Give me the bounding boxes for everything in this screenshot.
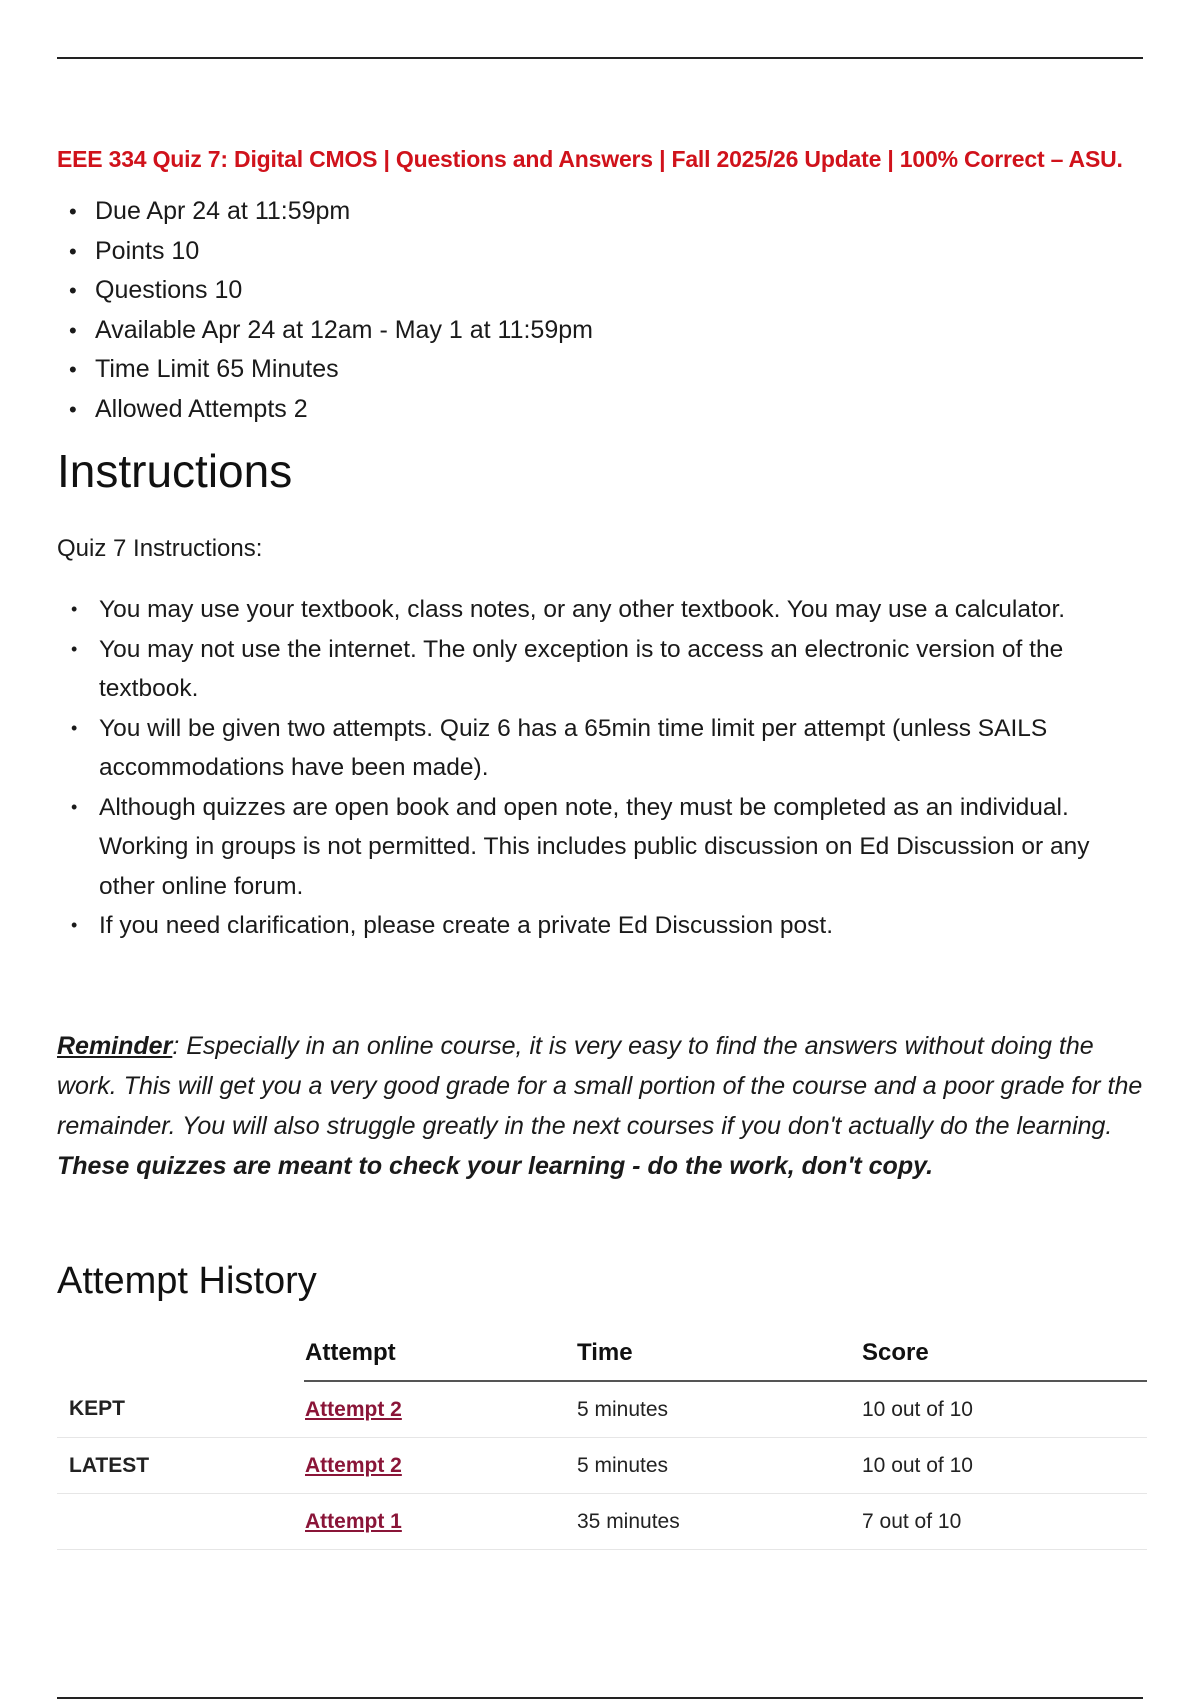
questions-count: • Questions 10 bbox=[57, 271, 593, 311]
quiz-details-list bbox=[57, 192, 593, 429]
instructions-intro: Quiz 7 Instructions: bbox=[57, 535, 263, 562]
availability: • Available Apr 24 at 12am - May 1 at 11:59pm bbox=[57, 311, 593, 351]
score-cell: 10 out of 10 bbox=[861, 1438, 1147, 1494]
time-cell: 5 minutes bbox=[576, 1381, 861, 1438]
attempt-link[interactable]: Attempt 2 bbox=[305, 1397, 402, 1421]
points: • Points 10 bbox=[57, 232, 593, 272]
tag-column-header bbox=[57, 1326, 304, 1381]
instruction-item: • You may not use the internet. The only exception is to access an electronic version of the textbook. bbox=[57, 630, 1147, 709]
instructions-heading: Instructions bbox=[57, 445, 293, 497]
instruction-item: • If you need clarification, please create a private Ed Discussion post. bbox=[57, 906, 1147, 946]
instruction-item: • Although quizzes are open book and open note, they must be completed as an individual. Working in groups is not permitted. This includes public discussion on Ed Discussion or any other online forum. bbox=[57, 788, 1147, 907]
table-row bbox=[57, 1494, 1147, 1550]
attempt-tag bbox=[57, 1494, 304, 1550]
time-cell: 35 minutes bbox=[576, 1494, 861, 1550]
attempt-link[interactable]: Attempt 2 bbox=[305, 1453, 402, 1477]
attempt-history-table bbox=[57, 1326, 1147, 1550]
time-cell: 5 minutes bbox=[576, 1438, 861, 1494]
table-row bbox=[57, 1381, 1147, 1438]
attempt-cell bbox=[304, 1381, 576, 1438]
table-row bbox=[57, 1438, 1147, 1494]
score-cell: 7 out of 10 bbox=[861, 1494, 1147, 1550]
reminder-emphasis: These quizzes are meant to check your learning - do the work, don't copy. bbox=[57, 1152, 934, 1180]
top-rule bbox=[57, 57, 1143, 59]
score-cell: 10 out of 10 bbox=[861, 1381, 1147, 1438]
attempt-link[interactable]: Attempt 1 bbox=[305, 1509, 402, 1533]
reminder-body: : Especially in an online course, it is very easy to find the answers without doing the work. This will get you a very good grade for a small portion of the course and a poor grade for the remainder. You will also struggle greatly in the next courses if you don't actually do the learning. bbox=[57, 1032, 1143, 1140]
instruction-item: • You may use your textbook, class notes, or any other textbook. You may use a calculator. bbox=[57, 590, 1147, 630]
document-title: EEE 334 Quiz 7: Digital CMOS | Questions and Answers | Fall 2025/26 Update | 100% Correct – ASU. bbox=[57, 146, 1123, 172]
reminder-label: Reminder bbox=[57, 1032, 173, 1060]
time-column-header: Time bbox=[576, 1326, 861, 1381]
attempt-cell bbox=[304, 1494, 576, 1550]
instructions-list bbox=[57, 590, 1147, 946]
attempt-history-heading: Attempt History bbox=[57, 1260, 317, 1302]
attempt-tag: KEPT bbox=[57, 1381, 304, 1438]
reminder-paragraph bbox=[57, 1026, 1147, 1186]
score-column-header: Score bbox=[861, 1326, 1147, 1381]
attempt-column-header: Attempt bbox=[304, 1326, 576, 1381]
instruction-item: • You will be given two attempts. Quiz 6 has a 65min time limit per attempt (unless SAILS accommodations have been made). bbox=[57, 709, 1147, 788]
table-header-row bbox=[57, 1326, 1147, 1381]
due-date: • Due Apr 24 at 11:59pm bbox=[57, 192, 593, 232]
attempt-cell bbox=[304, 1438, 576, 1494]
allowed-attempts: • Allowed Attempts 2 bbox=[57, 390, 593, 430]
attempt-tag: LATEST bbox=[57, 1438, 304, 1494]
time-limit: • Time Limit 65 Minutes bbox=[57, 350, 593, 390]
bottom-rule bbox=[57, 1697, 1143, 1699]
